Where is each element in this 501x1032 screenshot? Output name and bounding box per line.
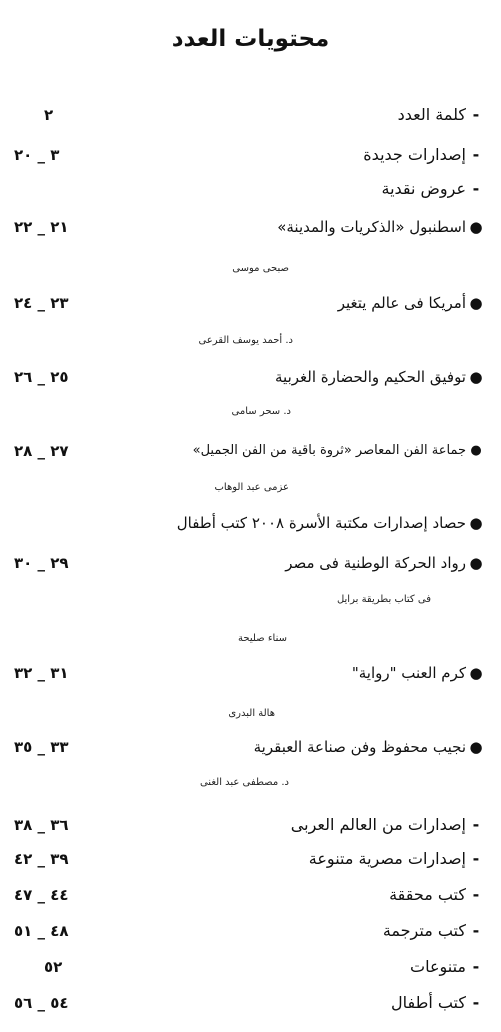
toc-entry-label: جماعة الفن المعاصر «ثروة باقية من الفن الجميل» <box>192 443 466 458</box>
toc-entry-label: توفيق الحكيم والحضارة الغربية <box>275 368 466 386</box>
toc-entry <box>0 178 501 208</box>
toc-entry-title <box>398 104 483 126</box>
dash-marker: - <box>472 815 480 834</box>
bullet-dot-marker: ● <box>469 738 483 756</box>
toc-page-range: ٤٨ _ ٥١ <box>14 922 69 940</box>
toc-entry <box>0 814 501 844</box>
toc-entry <box>0 920 501 950</box>
bullet-dot-marker: ● <box>469 664 483 682</box>
toc-entry <box>0 292 501 322</box>
toc-entry-title <box>381 178 483 200</box>
toc-entry-label: كتب مترجمة <box>382 921 466 940</box>
toc-entry-title <box>177 512 483 534</box>
toc-entry-label: إصدارات من العالم العربى <box>290 815 466 834</box>
toc-entry-label: حصاد إصدارات مكتبة الأسرة ٢٠٠٨ كتب أطفال <box>176 514 466 532</box>
toc-entry-label: كتب محققة <box>389 885 466 904</box>
bullet-dot-marker: ● <box>469 514 483 532</box>
toc-entry-label: كرم العنب "رواية" <box>351 664 466 682</box>
dash-marker: - <box>472 179 480 198</box>
toc-entry <box>0 440 501 470</box>
dash-marker: - <box>472 957 480 976</box>
toc-entry-title <box>389 884 483 906</box>
toc-entry-label: رواد الحركة الوطنية فى مصر <box>285 554 466 572</box>
dash-marker: - <box>472 993 480 1012</box>
dash-marker: - <box>472 921 480 940</box>
toc-entry-label: أمريكا فى عالم يتغير <box>337 294 466 312</box>
toc-entry-label: نجيب محفوظ وفن صناعة العبقرية <box>253 738 466 756</box>
toc-entry-label: كلمة العدد <box>397 105 466 124</box>
toc-entry <box>0 512 501 542</box>
toc-entry-author: عزمى عبد الوهاب <box>214 482 289 493</box>
bullet-dot-marker: ● <box>469 554 483 572</box>
toc-page-range: ٣ _ ٢٠ <box>14 146 60 164</box>
toc-entry <box>0 144 501 174</box>
toc-entry <box>0 992 501 1022</box>
page-title: محتويات العدد <box>171 26 330 52</box>
toc-entry <box>0 366 501 396</box>
toc-entry <box>0 848 501 878</box>
toc-entry-title <box>193 440 483 462</box>
toc-entry-title <box>291 814 483 836</box>
toc-entry <box>0 552 501 582</box>
toc-entry-label: عروض نقدية <box>381 179 466 198</box>
toc-page-range: ٣٣ _ ٣٥ <box>14 738 69 756</box>
toc-entry-title <box>309 848 483 870</box>
toc-entry-author: د. مصطفى عبد الغنى <box>199 777 289 788</box>
toc-entry <box>0 104 501 134</box>
toc-entry-label: اسطنبول «الذكريات والمدينة» <box>277 218 466 236</box>
toc-page-range: ٢٧ _ ٢٨ <box>14 442 69 460</box>
toc-page-range: ٢١ _ ٢٢ <box>14 218 69 236</box>
toc-entry-subtitle: فى كتاب بطريقة برايل <box>336 594 431 605</box>
dash-marker: - <box>472 145 480 164</box>
toc-page-range: ٣١ _ ٣٢ <box>14 664 69 682</box>
toc-page-range: ٤٤ _ ٤٧ <box>14 886 69 904</box>
toc-entry-title <box>410 956 483 978</box>
toc-entry-title <box>391 992 483 1014</box>
toc-entry-label: إصدارات جديدة <box>363 145 466 164</box>
toc-page-range: ٢٣ _ ٢٤ <box>14 294 69 312</box>
bullet-dot-marker: ● <box>469 368 483 386</box>
toc-entry-title <box>338 292 483 314</box>
toc-entry-title <box>277 216 483 238</box>
bullet-dot-marker: ● <box>470 443 482 458</box>
toc-entry-author: د. أحمد يوسف القرعى <box>198 335 293 346</box>
toc-page-range: ٥٤ _ ٥٦ <box>14 994 69 1012</box>
toc-page-range: ٢ <box>44 106 54 124</box>
bullet-dot-marker: ● <box>469 294 483 312</box>
toc-page-range: ٣٦ _ ٣٨ <box>14 816 69 834</box>
toc-entry <box>0 956 501 986</box>
dash-marker: - <box>472 105 480 124</box>
toc-entry-label: متنوعات <box>410 957 466 976</box>
toc-entry-label: كتب أطفال <box>390 993 466 1012</box>
toc-page-range: ٢٥ _ ٢٦ <box>14 368 69 386</box>
toc-entry <box>0 216 501 246</box>
toc-entry-title <box>275 366 483 388</box>
toc-entry-author: سناء صليحة <box>238 633 287 644</box>
toc-entry <box>0 736 501 766</box>
toc-entry-author: د. سحر سامى <box>231 406 291 417</box>
toc-entry-title <box>285 552 483 574</box>
toc-page-range: ٢٩ _ ٣٠ <box>14 554 69 572</box>
toc-entry-title <box>383 920 483 942</box>
bullet-dot-marker: ● <box>469 218 483 236</box>
toc-page-range: ٣٩ _ ٤٢ <box>14 850 69 868</box>
toc-entry-label: إصدارات مصرية متنوعة <box>308 849 466 868</box>
toc-entry-author: صبحى موسى <box>232 263 289 274</box>
dash-marker: - <box>472 849 480 868</box>
dash-marker: - <box>472 885 480 904</box>
toc-entry <box>0 884 501 914</box>
toc-entry <box>0 662 501 692</box>
toc-page-range: ٥٢ <box>44 958 63 976</box>
toc-entry-title <box>352 662 483 684</box>
toc-entry-title <box>254 736 483 758</box>
toc-entry-title <box>363 144 483 166</box>
toc-entry-author: هالة البدرى <box>228 708 275 719</box>
